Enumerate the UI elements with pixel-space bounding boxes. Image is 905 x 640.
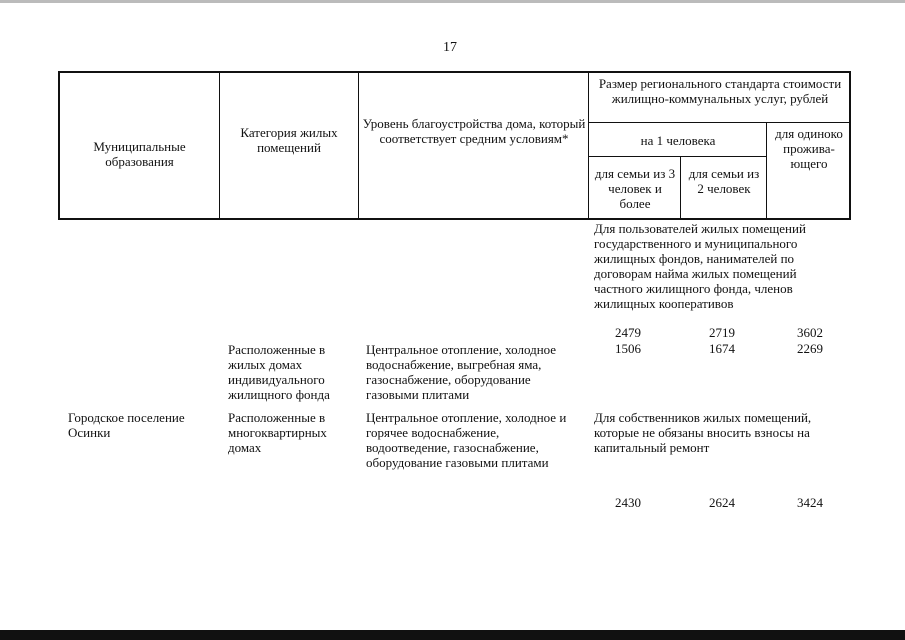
value-cell: 2269 (797, 341, 823, 356)
standard-divider (588, 122, 850, 123)
value-cell: 2719 (709, 325, 735, 340)
top-scan-edge (0, 0, 905, 3)
value-cell: 3424 (797, 495, 823, 510)
col-divider-4 (680, 156, 681, 220)
value-cell: 1506 (615, 341, 641, 356)
col-divider-2 (358, 71, 359, 220)
value-cell: 3602 (797, 325, 823, 340)
value-cell: 2430 (615, 495, 641, 510)
col-divider-3 (588, 71, 589, 220)
value-cell: 2479 (615, 325, 641, 340)
table-top-border (58, 71, 850, 73)
header-level: Уровень благоустройства дома, который соответствует средним условиям* (362, 116, 586, 146)
table-right-border (849, 71, 851, 220)
header-category: Категория жилых помещений (240, 125, 338, 155)
header-per-person: на 1 человека (640, 133, 716, 148)
header-standard: Размер регионального стандарта стоимости жилищно-коммунальных услуг, рублей (598, 76, 842, 106)
header-municipality: Муниципальные образования (93, 139, 186, 169)
page-number: 17 (443, 40, 457, 55)
per-person-divider (588, 156, 766, 157)
category-individual: Расположенные в жилых домах индивидуального жилищного фонда (228, 342, 330, 402)
bottom-scan-edge (0, 630, 905, 640)
header-single: для одиноко прожива-ющего (775, 126, 843, 171)
table-left-border (58, 71, 60, 220)
users-note: Для пользователей жилых помещений государственного и муниципального жилищных фондов, нанимателей по договорам найма жилых помещений частного жилищного фонда, членов жилищных кооперативов (594, 221, 806, 311)
level-individual: Центральное отопление, холодное водоснабжение, выгребная яма, газоснабжение, оборудование газовыми плитами (366, 342, 557, 402)
header-bottom-border (58, 218, 850, 220)
col-divider-5 (766, 122, 767, 220)
header-family2: для семьи из 2 человек (688, 166, 760, 196)
owners-note: Для собственников жилых помещений, которые не обязаны вносить взносы на капитальный ремонт (594, 410, 812, 455)
municipality-name: Городское поселение Осинки (68, 410, 185, 440)
level-apartment: Центральное отопление, холодное и горячее водоснабжение, водоотведение, газоснабжение, оборудование газовыми плитами (366, 410, 567, 470)
header-family3: для семьи из 3 человек и более (594, 166, 676, 211)
value-cell: 2624 (709, 495, 735, 510)
col-divider-1 (219, 71, 220, 220)
category-apartment: Расположенные в многоквартирных домах (228, 410, 327, 455)
value-cell: 1674 (709, 341, 735, 356)
